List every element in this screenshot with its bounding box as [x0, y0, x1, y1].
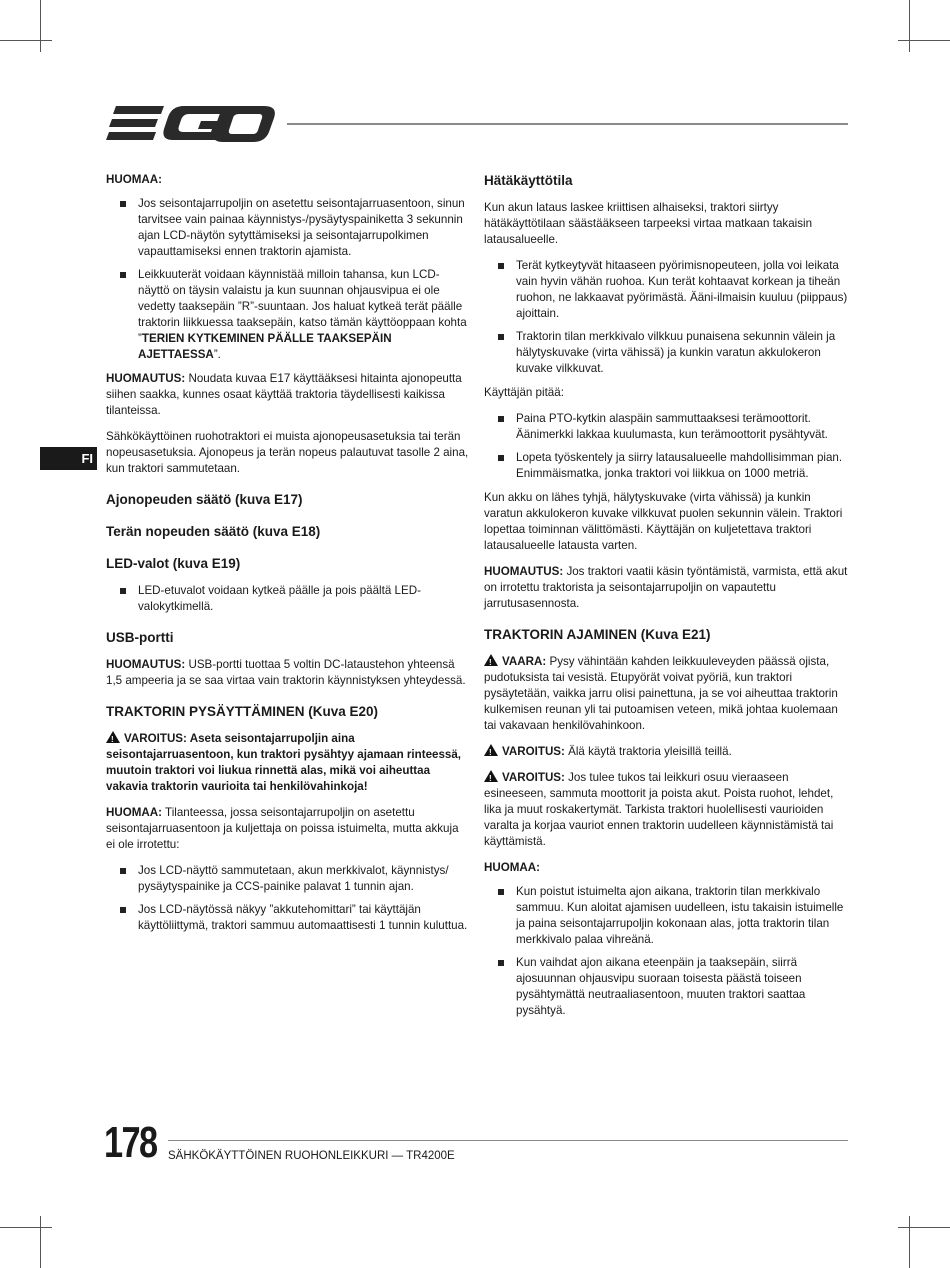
crop-mark — [0, 1227, 52, 1228]
warning-icon — [484, 654, 498, 666]
bullet-icon — [120, 588, 126, 594]
note-list — [106, 196, 470, 363]
warning-paragraph: !VAROITUS: Jos tulee tukos tai leikkuri osuu vieraaseen esineeseen, sammuta moottorit ja poista akut. Poista ruohot, lehdet, lika ja muut roskakertymät. Tarkista traktori huolellisesti vaurioiden varalta ja korjaa vauriot ennen traktorin uudelleen käynnistämistä tai käyttämistä. — [484, 770, 848, 850]
bullet-icon — [120, 868, 126, 874]
crop-mark — [898, 40, 950, 41]
crop-mark — [909, 0, 910, 52]
ego-logo — [106, 104, 276, 144]
section-heading: Ajonopeuden säätö (kuva E17) — [106, 492, 303, 507]
crop-mark — [40, 0, 41, 52]
crop-mark — [909, 1216, 910, 1268]
note-heading: HUOMAA: — [484, 861, 541, 874]
list-item: Leikkuuterät voidaan käynnistää milloin tahansa, kun LCD-näyttö on täysin valaistu ja kun suunnan ohjausvipua ei ole vedetty taaksepäin ”R”-suuntaan. Jos haluat kytkeä terät päälle traktorin liikkuessa taaksepäin, katso tämän käyttöoppaan kohta ”TERIEN KYTKEMINEN PÄÄLLE TAAKSEPÄIN AJETTAESSA”. — [106, 267, 470, 363]
footer-rule — [168, 1140, 848, 1141]
crop-mark — [898, 1227, 950, 1228]
warning-icon — [484, 770, 498, 782]
bullet-icon — [498, 334, 504, 340]
note-paragraph: HUOMAUTUS: Noudata kuvaa E17 käyttääksesi hitainta ajonopeutta siihen saakka, kunnes osaat käyttää traktoria täydellisesti kaikissa tilanteissa. — [106, 372, 462, 417]
list-item: Terät kytkeytyvät hitaaseen pyörimisnopeuteen, jolla voi leikata vain hyvin vähän ruohoa. Kun terät kohtaavat korkean ja tiheän ruohon, ne lakkaavat pyörimästä. Ääni-ilmaisin kuuluu (piippaus) ajoittain. — [484, 258, 848, 322]
section-heading: TRAKTORIN AJAMINEN (Kuva E21) — [484, 627, 711, 642]
list-item: Jos LCD-näyttö sammutetaan, akun merkkivalot, käynnistys/ pysäytyspainike ja CCS-painike palavat 1 tunnin ajan. — [106, 863, 470, 895]
bullet-icon — [120, 201, 126, 207]
section-heading: LED-valot (kuva E19) — [106, 556, 241, 571]
list-item: Jos seisontajarrupoljin on asetettu seisontajarruasentoon, sinun tarvitsee vain painaa käynnistys-/pysäytyspainiketta 3 sekunnin ajan LCD-näytön sytyttämiseksi ja seisontajarrupolkimen vapauttamiseksi ennen traktorin ajamista. — [106, 196, 470, 260]
bullet-icon — [498, 889, 504, 895]
header-rule — [287, 123, 848, 125]
right-column — [484, 172, 848, 1027]
bullet-icon — [498, 455, 504, 461]
paragraph: Sähkökäyttöinen ruohotraktori ei muista ajonopeusasetuksia tai terän nopeusasetuksia. Ajonopeus ja terän nopeus palautuvat tasolle 2 aina, kun traktori sammutetaan. — [106, 430, 469, 475]
paragraph: Käyttäjän pitää: — [484, 386, 564, 399]
led-list — [106, 583, 470, 615]
bullet-icon — [498, 960, 504, 966]
note-paragraph: HUOMAUTUS: USB-portti tuottaa 5 voltin DC-lataustehon yhteensä 1,5 ampeeria ja se saa virtaa vain traktorin käynnistyksen yhteydessä. — [106, 658, 466, 687]
section-heading: Hätäkäyttötila — [484, 173, 573, 188]
note-heading: HUOMAA: — [106, 173, 163, 186]
bullet-icon — [120, 272, 126, 278]
note-list — [484, 884, 848, 1019]
warning-paragraph: !VAROITUS: Aseta seisontajarrupoljin aina seisontajarruasentoon, kun traktori pysähtyy ajamaan rinteessä, muutoin traktori voi liukua rinnettä alas, mikä voi aiheuttaa vakavia traktorin vaurioita tai henkilövahinkoja! — [106, 731, 470, 795]
warning-icon — [484, 744, 498, 756]
list-item: Lopeta työskentely ja siirry latausalueelle mahdollisimman pian. Enimmäismatka, jonka traktori voi liikkua on 1000 metriä. — [484, 450, 848, 482]
note-list — [106, 863, 470, 934]
note-paragraph: HUOMAUTUS: Jos traktori vaatii käsin työntämistä, varmista, että akut on irrotettu traktorista ja seisontajarrupoljin on vapautettu jarrutusasennosta. — [484, 565, 848, 610]
language-tab: FI — [40, 447, 97, 470]
warning-icon — [106, 731, 120, 743]
note-paragraph: HUOMAA: Tilanteessa, jossa seisontajarrupoljin on asetettu seisontajarruasentoon ja kuljettaja on poissa istuimelta, mutta akkuja ei ole irrotettu: — [106, 806, 459, 851]
section-heading: TRAKTORIN PYSÄYTTÄMINEN (Kuva E20) — [106, 704, 379, 719]
list-item: Paina PTO-kytkin alaspäin sammuttaaksesi terämoottorit. Äänimerkki lakkaa kuulumasta, kun terämoottorit pysähtyvät. — [484, 411, 848, 443]
list-item: Kun poistut istuimelta ajon aikana, traktorin tilan merkkivalo sammuu. Kun aloitat ajamisen uudelleen, istu takaisin istuimelle ja paina seisontajarrupoljin kokonaan alas, jotta traktorin tilan merkkivalo palaa vihreänä. — [484, 884, 848, 948]
left-column — [106, 172, 470, 942]
list-item: Traktorin tilan merkkivalo vilkkuu punaisena sekunnin välein ja hälytyskuvake (virta vähissä) ja kunkin varatun akkulokeron kuvake vilkkuvat. — [484, 329, 848, 377]
crop-mark — [40, 1216, 41, 1268]
user-list — [484, 411, 848, 482]
list-item: LED-etuvalot voidaan kytkeä päälle ja pois päältä LED-valokytkimellä. — [106, 583, 470, 615]
paragraph: Kun akku on lähes tyhjä, hälytyskuvake (virta vähissä) ja kunkin varatun akkulokeron kuvake vilkkuvat puolen sekunnin välein. Traktori lopettaa toiminnan välittömästi. Käyttäjän on kuljetettava traktori latausalueelle latausta varten. — [484, 491, 843, 552]
warning-paragraph: !VAROITUS: Älä käytä traktoria yleisillä teillä. — [484, 744, 848, 760]
bullet-icon — [120, 907, 126, 913]
danger-paragraph: !VAARA: Pysy vähintään kahden leikkuuleveyden päässä ojista, pudotuksista tai vesistä. Etupyörät voivat pyöriä, kun traktori pysäytetään, vaikka jarru olisi painettuna, ja se voi aiheuttaa traktorin kulkemisen reunan yli tai putoamisen veteen, mikä johtaa kuolemaan tai vakavaan henkilövahinkoon. — [484, 654, 848, 734]
list-item: Kun vaihdat ajon aikana eteenpäin ja taaksepäin, siirrä ajosuunnan ohjausvipu suoraan toisesta päästä toiseen pysähtymättä neutraaliasentoon, muuten traktori saattaa pysähtyä. — [484, 955, 848, 1019]
crop-mark — [0, 40, 52, 41]
page-number: 178 — [104, 1118, 157, 1167]
list-item: Jos LCD-näytössä näkyy ”akkutehomittari” tai käyttäjän käyttöliittymä, traktori sammuu automaattisesti 1 tunnin kuluttua. — [106, 902, 470, 934]
emergency-list — [484, 258, 848, 377]
section-heading: Terän nopeuden säätö (kuva E18) — [106, 524, 321, 539]
bullet-icon — [498, 263, 504, 269]
bullet-icon — [498, 416, 504, 422]
section-heading: USB-portti — [106, 630, 174, 645]
footer-title: SÄHKÖKÄYTTÖINEN RUOHONLEIKKURI — TR4200E — [168, 1150, 455, 1162]
paragraph: Kun akun lataus laskee kriittisen alhaiseksi, traktori siirtyy hätäkäyttötilaan säästääkseen tarpeeksi virtaa matkaan takaisin latausalueelle. — [484, 201, 813, 246]
